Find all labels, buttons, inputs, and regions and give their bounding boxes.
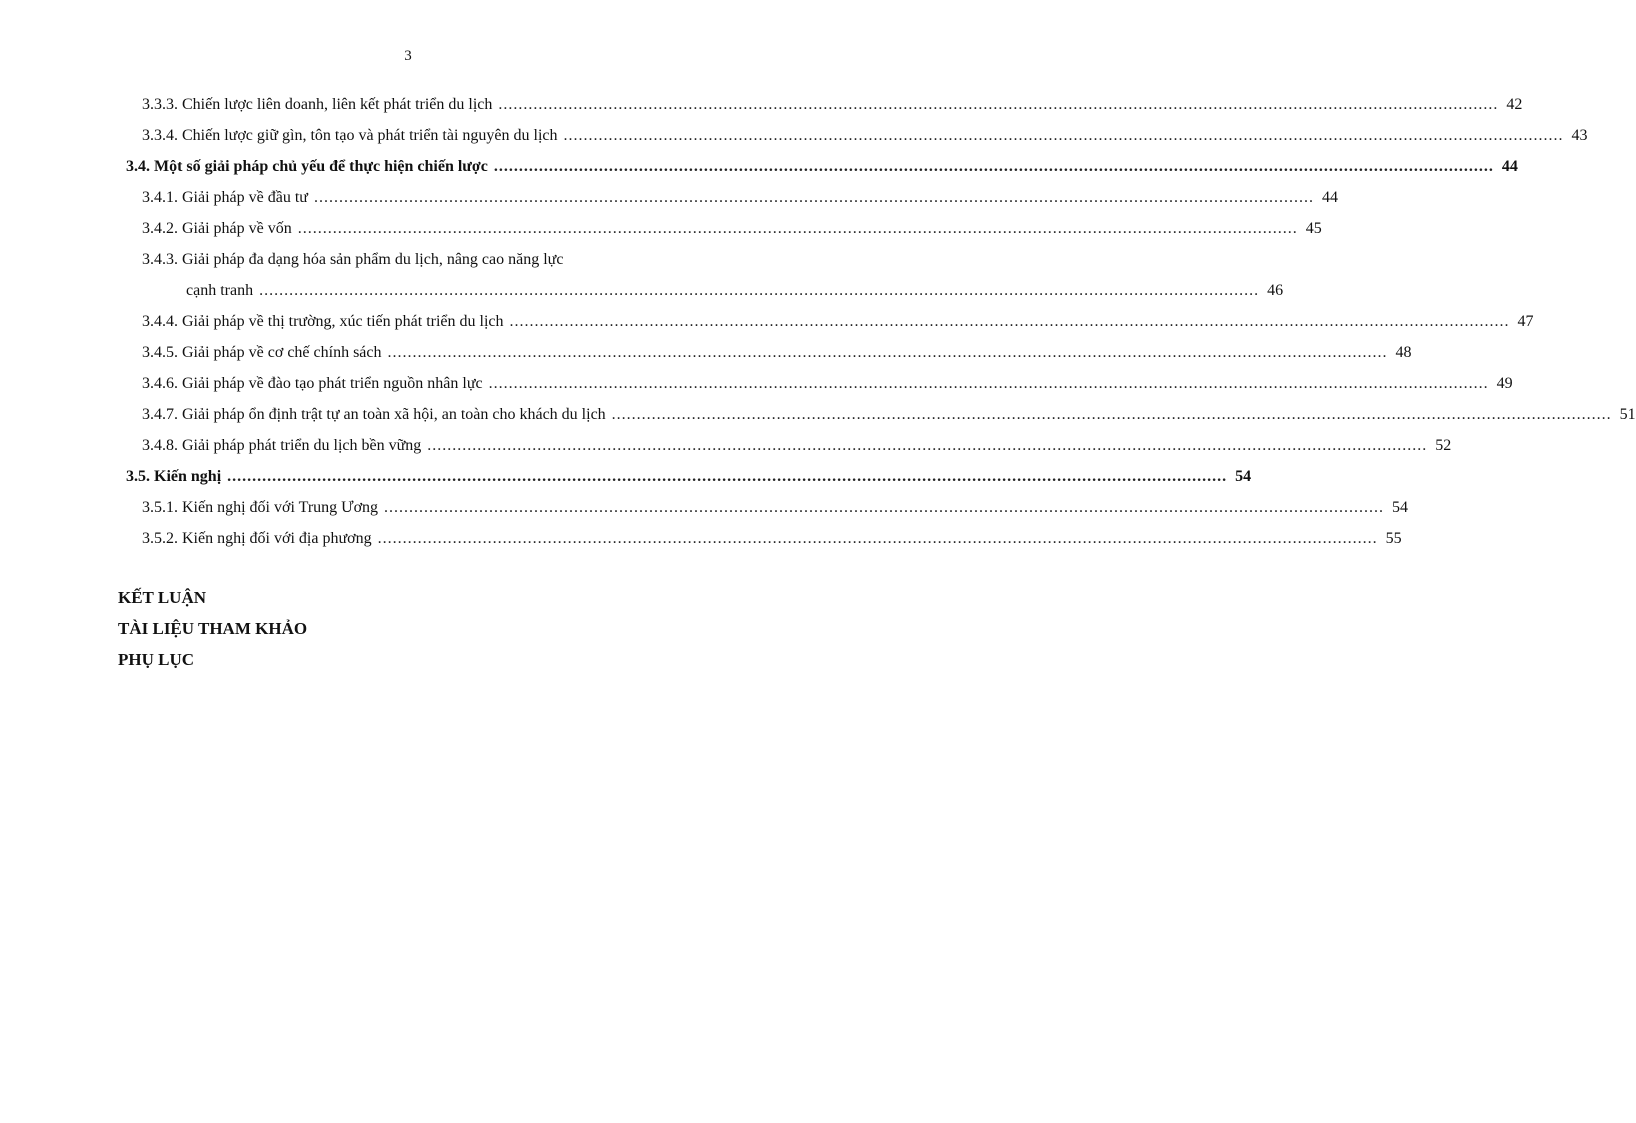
toc-entry-page: 54 (1392, 499, 1409, 516)
toc-entry-label: 3.3.4. Chiến lược giữ gìn, tôn tạo và phát triển tài nguyên du lịch (142, 127, 558, 144)
toc-entry[interactable] (118, 406, 1636, 437)
toc-entry-label: 3.4.4. Giải pháp về thị trường, xúc tiến phát triển du lịch (142, 313, 504, 330)
toc-entry-label: 3.4.7. Giải pháp ổn định trật tự an toàn xã hội, an toàn cho khách du lịch (142, 406, 606, 423)
toc-entry-page: 46 (1267, 282, 1284, 299)
toc-entry-label: 3.4.2. Giải pháp về vốn (142, 220, 292, 237)
toc-entry-page: 48 (1395, 344, 1412, 361)
toc-entry-page: 55 (1385, 530, 1402, 547)
toc-entry-label: 3.4.6. Giải pháp về đào tạo phát triển nguồn nhân lực (142, 375, 483, 392)
dot-leader: ........................................................................................................................................................................................................ (297, 220, 1298, 237)
toc-entry-label: 3.4.8. Giải pháp phát triển du lịch bền vững (142, 437, 422, 454)
toc-entry[interactable] (118, 530, 1402, 561)
toc-entry-label: 3.5.1. Kiến nghị đối với Trung Ương (142, 499, 379, 516)
toc-entry[interactable] (118, 499, 1409, 530)
toc-entry-label: 3.4.5. Giải pháp về cơ chế chính sách (142, 344, 382, 361)
toc-entry-page: 45 (1305, 220, 1322, 237)
dot-leader: ........................................................................................................................................................................................................ (493, 158, 1494, 175)
toc-entry-label: 3.4. Một số giải pháp chủ yếu để thực hiện chiến lược (126, 158, 488, 175)
section-ket-luan[interactable]: KẾT LUẬN (118, 588, 207, 607)
toc-entry-page: 43 (1571, 127, 1588, 144)
dot-leader: ........................................................................................................................................................................................................ (563, 127, 1564, 144)
toc-section-heading[interactable] (118, 158, 1518, 189)
dot-leader: ........................................................................................................................................................................................................ (387, 344, 1388, 361)
dot-leader: ........................................................................................................................................................................................................ (377, 530, 1378, 547)
toc-entry-label: 3.4.3. Giải pháp đa dạng hóa sản phẩm du lịch, nâng cao năng lực (142, 251, 564, 268)
table-of-contents (118, 96, 1636, 561)
toc-entry[interactable] (118, 437, 1452, 468)
section-tai-lieu-tham-khao[interactable]: TÀI LIỆU THAM KHẢO (118, 619, 308, 638)
toc-entry-page: 52 (1435, 437, 1452, 454)
closing-sections (118, 588, 307, 681)
toc-entry-label: 3.3.3. Chiến lược liên doanh, liên kết phát triển du lịch (142, 96, 493, 113)
toc-entry-page: 44 (1501, 158, 1518, 175)
toc-entry-continuation[interactable] (118, 282, 1284, 313)
toc-entry[interactable] (118, 127, 1588, 158)
toc-entry-label: 3.5. Kiến nghị (126, 468, 222, 485)
dot-leader: ........................................................................................................................................................................................................ (498, 96, 1499, 113)
toc-entry[interactable] (118, 189, 1338, 220)
toc-section-heading[interactable] (118, 468, 1252, 499)
toc-entry-page: 54 (1235, 468, 1252, 485)
dot-leader: ........................................................................................................................................................................................................ (259, 282, 1260, 299)
toc-entry[interactable] (118, 220, 1322, 251)
page-number: 3 (404, 48, 412, 64)
toc-entry-label: 3.5.2. Kiến nghị đối với địa phương (142, 530, 372, 547)
section-phu-luc[interactable]: PHỤ LỤC (118, 650, 195, 669)
dot-leader: ........................................................................................................................................................................................................ (384, 499, 1385, 516)
toc-entry-page: 44 (1321, 189, 1338, 206)
toc-entry-label: 3.4.1. Giải pháp về đầu tư (142, 189, 308, 206)
toc-entry-page: 51 (1619, 406, 1636, 423)
toc-entry-label: cạnh tranh (186, 282, 254, 299)
dot-leader: ........................................................................................................................................................................................................ (509, 313, 1510, 330)
dot-leader: ........................................................................................................................................................................................................ (488, 375, 1489, 392)
dot-leader: ........................................................................................................................................................................................................ (427, 437, 1428, 454)
dot-leader: ........................................................................................................................................................................................................ (611, 406, 1612, 423)
toc-entry[interactable] (118, 96, 1523, 127)
dot-leader: ........................................................................................................................................................................................................ (227, 468, 1228, 485)
toc-entry-page: 42 (1506, 96, 1523, 113)
toc-entry[interactable] (118, 313, 1534, 344)
toc-entry[interactable] (118, 251, 730, 282)
toc-entry[interactable] (118, 344, 1412, 375)
toc-entry-page: 49 (1496, 375, 1513, 392)
toc-entry[interactable] (118, 375, 1513, 406)
dot-leader: ........................................................................................................................................................................................................ (313, 189, 1314, 206)
toc-entry-page: 47 (1517, 313, 1534, 330)
